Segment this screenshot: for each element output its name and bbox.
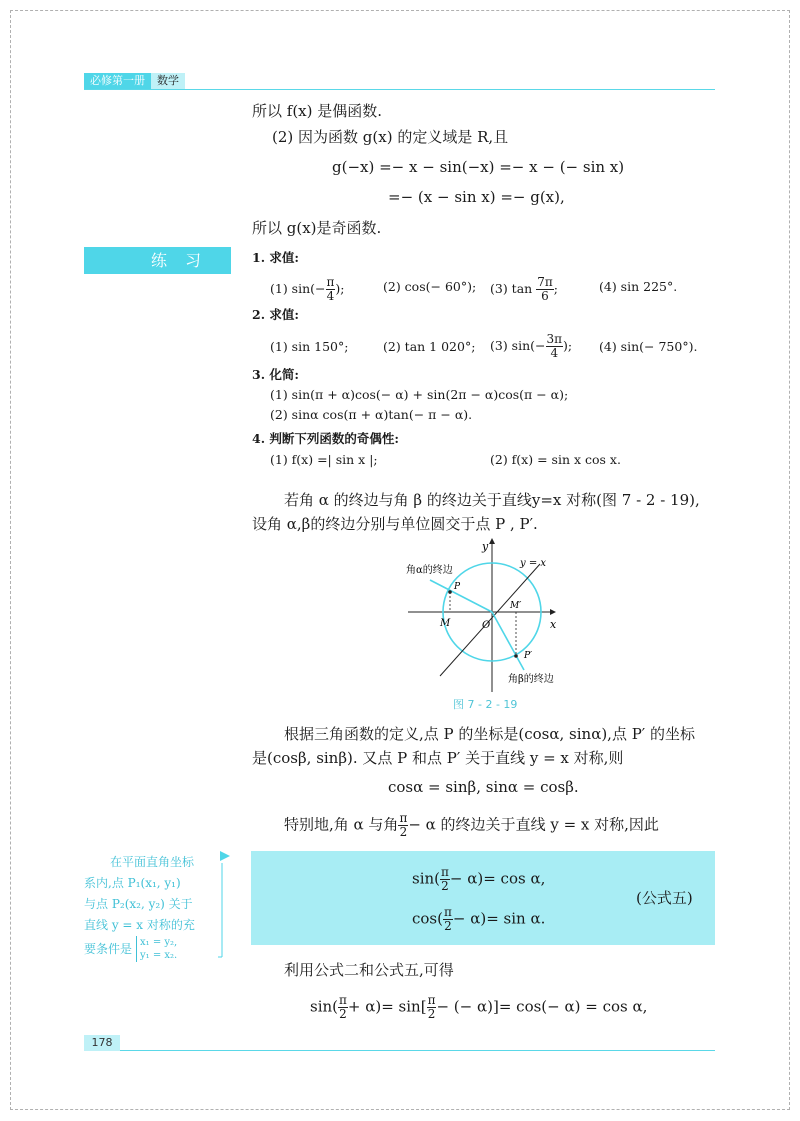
q1-b: (2) cos(− 60°); <box>383 279 477 294</box>
q2-a: (1) sin 150°; <box>270 339 349 354</box>
proof-line3: 所以 g(x)是奇函数. <box>252 219 382 237</box>
figure-caption: 图 7 - 2 - 19 <box>453 698 518 711</box>
q2-b: (2) tan 1 020°; <box>383 339 476 354</box>
side-note-arrow-icon <box>220 851 230 861</box>
formula-five-tag: (公式五) <box>636 889 693 907</box>
side-note-bracket <box>218 851 234 961</box>
formula-five-row2: cos( $\frac{\pi}{2}$ − α)= sin α. <box>412 905 546 933</box>
point-P-prime <box>514 654 518 658</box>
q1-d: (4) sin 225°. <box>599 279 678 294</box>
para1-line1: 若角 α 的终边与角 β 的终边关于直线y=x 对称(图 7 - 2 - 19), <box>284 491 700 509</box>
unit-circle-figure <box>400 536 570 696</box>
header-tag <box>84 73 185 89</box>
label-M: M <box>440 618 451 629</box>
side-note-line3: 与点 P₂(x₂, y₂) 关于 <box>84 897 193 911</box>
q3-label: 3. 化简: <box>252 367 300 382</box>
header-rule <box>84 89 715 90</box>
proof-line1: 所以 f(x) 是偶函数. <box>252 102 383 120</box>
label-M-prime: M′ <box>510 601 522 611</box>
side-note-line4: 直线 y = x 对称的充 <box>84 918 195 932</box>
q1-a: (1) sin(− $\frac{\pi}{4}$ ); <box>270 275 345 303</box>
page-number: 178 <box>84 1035 120 1051</box>
alpha-terminal-side <box>430 580 492 612</box>
point-P <box>448 590 452 594</box>
q2-label: 2. 求值: <box>252 307 300 322</box>
exercise-title: 练习 <box>84 247 231 274</box>
para2-line2: 是(cosβ, sinβ). 又点 P 和点 P′ 关于直线 y = x 对称,则 <box>252 749 624 767</box>
para3-line: 特别地,角 α 与角 $\frac{\pi}{2}$ − α 的终边关于直线 y = x 对称,因此 <box>284 811 659 839</box>
para2-eq: cosα = sinβ, sinα = cosβ. <box>388 778 579 796</box>
proof-line2: (2) 因为函数 g(x) 的定义域是 R,且 <box>272 128 509 146</box>
y-axis-arrow <box>489 538 495 544</box>
q2-c: (3) sin(− $\frac{3\pi}{4}$ ); <box>490 332 573 360</box>
header-book: 必修第一册 <box>84 73 151 89</box>
proof-eq2: =− (x − sin x) =− g(x), <box>388 188 565 206</box>
side-note-line5: 要条件是 x₁ = y₂, y₁ = x₂. <box>84 937 178 961</box>
side-note-line2: 系内,点 P₁(x₁, y₁) <box>84 876 181 890</box>
q3-a: (1) sin(π + α)cos(− α) + sin(2π − α)cos(π − α); <box>270 387 569 402</box>
q4-label: 4. 判断下列函数的奇偶性: <box>252 431 400 446</box>
label-y-eq-x: y = x <box>520 558 547 569</box>
label-P: P <box>454 582 461 592</box>
q1-label: 1. 求值: <box>252 250 300 265</box>
label-y: y <box>482 540 489 553</box>
para2-line1: 根据三角函数的定义,点 P 的坐标是(cosα, sinα),点 P′ 的坐标 <box>284 725 695 743</box>
label-alpha: 角α的终边 <box>406 565 453 576</box>
x-axis-arrow <box>550 609 556 615</box>
footer-rule <box>120 1050 715 1051</box>
para4-line1: 利用公式二和公式五,可得 <box>284 961 454 979</box>
q4-b: (2) f(x) = sin x cos x. <box>490 452 621 467</box>
q2-d: (4) sin(− 750°). <box>599 339 698 354</box>
header-subject: 数学 <box>151 73 185 89</box>
side-note-line1: 在平面直角坐标 <box>110 855 195 869</box>
label-beta: 角β的终边 <box>508 674 554 685</box>
side-note <box>84 852 214 962</box>
formula-five-row1: sin( $\frac{\pi}{2}$ − α)= cos α, <box>412 865 546 893</box>
label-x: x <box>550 618 557 631</box>
proof-eq1: g(−x) =− x − sin(−x) =− x − (− sin x) <box>332 158 625 176</box>
q4-a: (1) f(x) =| sin x |; <box>270 452 378 467</box>
q3-b: (2) sinα cos(π + α)tan(− π − α). <box>270 407 473 422</box>
para4-eq: sin( $\frac{\pi}{2}$ + α)= sin[ $\frac{\pi}{2}$ − (− α)]= cos(− α) = cos α, <box>310 993 648 1021</box>
label-O: O <box>482 620 491 631</box>
label-P-prime: P′ <box>524 651 533 661</box>
q1-c: (3) tan $\frac{7\pi}{6}$ ; <box>490 275 558 303</box>
para1-line2: 设角 α,β的终边分别与单位圆交于点 P , P′. <box>252 515 538 533</box>
